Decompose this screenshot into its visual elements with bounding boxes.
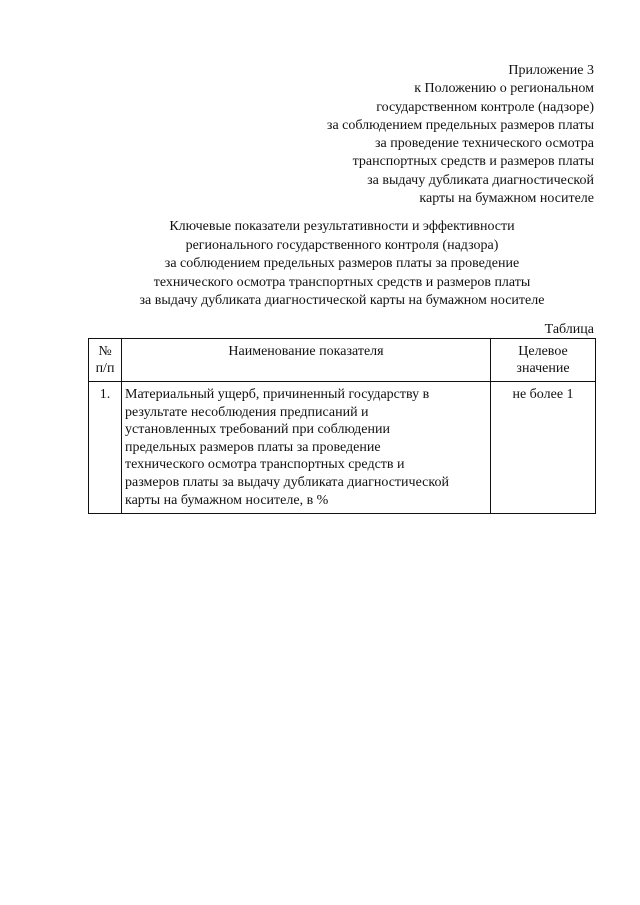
row-name-line-4: предельных размеров платы за проведение bbox=[125, 439, 381, 455]
document-title bbox=[88, 218, 596, 311]
row-number: 1. bbox=[89, 382, 122, 514]
header-number bbox=[89, 339, 122, 382]
table-row bbox=[89, 382, 596, 514]
row-name-line-7: карты на бумажном носителе, в % bbox=[125, 492, 329, 508]
appendix-line-7: за выдачу дубликата диагностической bbox=[367, 172, 594, 188]
appendix-line-1: Приложение 3 bbox=[508, 63, 594, 78]
row-name-line-3: установленных требований при соблюдении bbox=[125, 422, 390, 438]
title-line-1: Ключевые показатели результативности и эффективности bbox=[169, 219, 515, 234]
appendix-line-4: за соблюдением предельных размеров платы bbox=[326, 117, 594, 133]
row-target-value: не более 1 bbox=[491, 382, 596, 514]
appendix-header bbox=[264, 62, 594, 208]
row-indicator-name bbox=[122, 382, 491, 514]
header-target-value bbox=[491, 339, 596, 382]
table-header-row bbox=[89, 339, 596, 382]
header-number-line-2: п/п bbox=[95, 361, 115, 376]
title-line-2: регионального государственного контроля (надзора) bbox=[185, 237, 499, 253]
title-line-5: за выдачу дубликата диагностической карты на бумажном носителе bbox=[139, 293, 545, 309]
indicators-table bbox=[88, 338, 596, 514]
table-caption: Таблица bbox=[544, 322, 594, 337]
title-line-4: технического осмотра транспортных средств и размеров платы bbox=[153, 274, 531, 290]
row-name-line-5: технического осмотра транспортных средств и bbox=[125, 457, 405, 473]
title-line-3: за соблюдением предельных размеров платы за проведение bbox=[164, 256, 520, 272]
appendix-line-8: карты на бумажном носителе bbox=[419, 191, 594, 207]
row-name-line-2: результате несоблюдения предписаний и bbox=[125, 404, 369, 420]
appendix-line-6: транспортных средств и размеров платы bbox=[352, 154, 594, 170]
row-name-line-6: размеров платы за выдачу дубликата диагностической bbox=[125, 474, 449, 490]
appendix-line-5: за проведение технического осмотра bbox=[374, 136, 594, 152]
row-name-line-1: Материальный ущерб, причиненный государству в bbox=[125, 387, 430, 402]
header-target-value-line-2: значение bbox=[516, 361, 570, 376]
header-number-line-1: № bbox=[98, 344, 112, 359]
appendix-line-3: государственном контроле (надзоре) bbox=[376, 99, 594, 115]
appendix-line-2: к Положению о региональном bbox=[414, 81, 594, 97]
header-target-value-line-1: Целевое bbox=[518, 344, 568, 359]
header-indicator-name: Наименование показателя bbox=[122, 339, 491, 382]
